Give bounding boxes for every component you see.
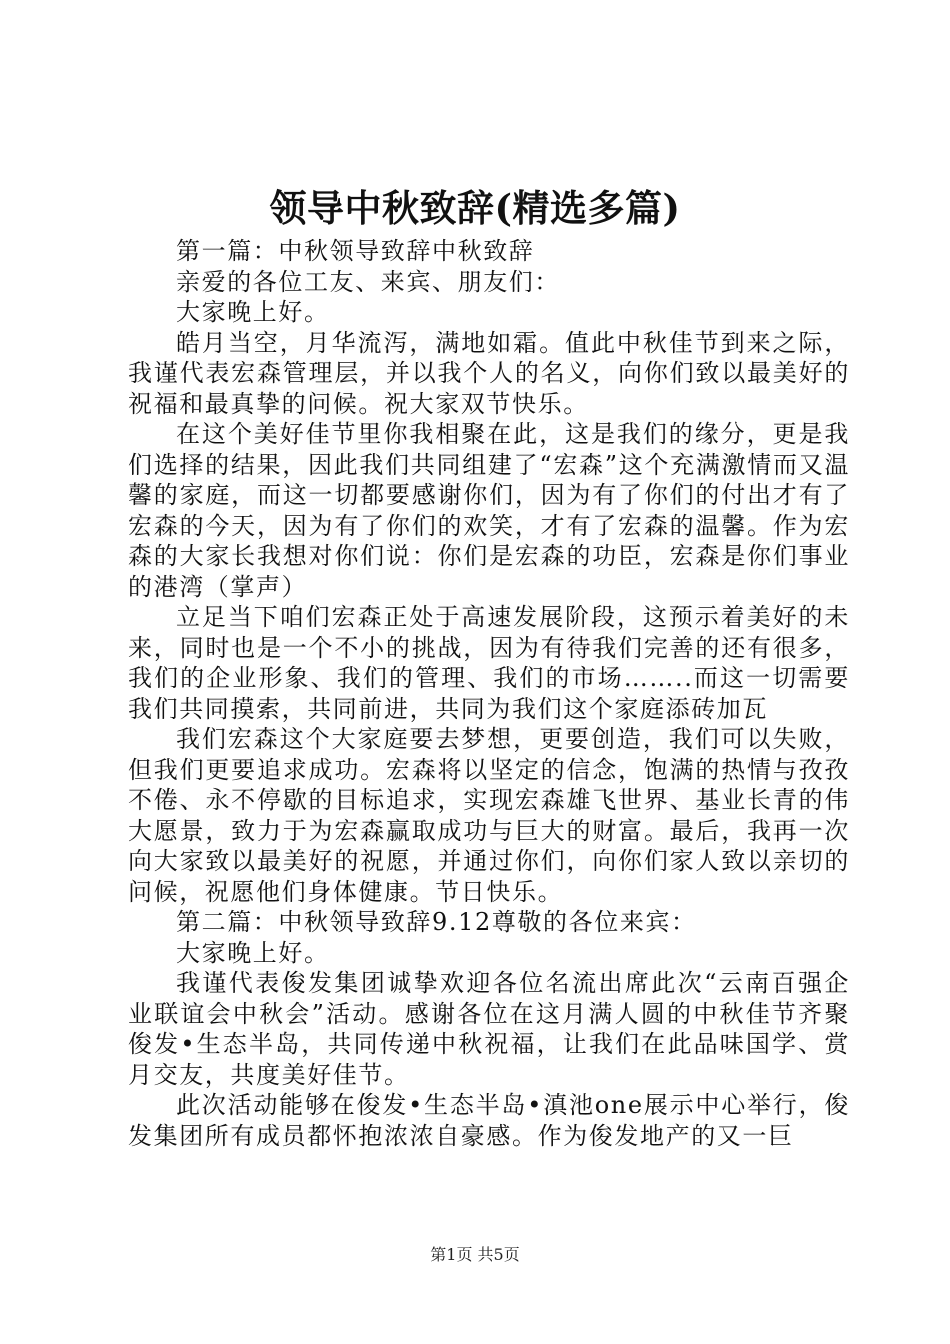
paragraph: 第二篇：中秋领导致辞9.12尊敬的各位来宾：	[176, 908, 697, 936]
paragraph: 此次活动能够在俊发•生态半岛•滇池one展示中心举行，俊发集团所有成员都怀抱浓浓自豪感。作为俊发地产的又一巨	[128, 1091, 850, 1150]
paragraph: 第一篇：中秋领导致辞中秋致辞	[176, 237, 535, 265]
paragraph: 皓月当空，月华流泻，满地如霜。值此中秋佳节到来之际，我谨代表宏森管理层，并以我个人的名义，向你们致以最美好的祝福和最真挚的问候。祝大家双节快乐。	[128, 328, 850, 418]
paragraph: 立足当下咱们宏森正处于高速发展阶段，这预示着美好的未来，同时也是一个不小的挑战，因为有待我们完善的还有很多，我们的企业形象、我们的管理、我们的市场……..而这一切需要我们共同摸索，共同前进，共同为我们这个家庭添砖加瓦	[128, 603, 850, 723]
page-number-footer: 第1页 共5页	[430, 1245, 520, 1264]
paragraph: 在这个美好佳节里你我相聚在此，这是我们的缘分，更是我们选择的结果，因此我们共同组建了“宏森”这个充满激情而又温馨的家庭，而这一切都要感谢你们，因为有了你们的付出才有了宏森的今天，因为有了你们的欢笑，才有了宏森的温馨。作为宏森的大家长我想对你们说：你们是宏森的功臣，宏森是你们事业的港湾（掌声）	[128, 420, 850, 601]
paragraph: 大家晚上好。	[176, 938, 330, 967]
document-title: 领导中秋致辞(精选多篇)	[269, 186, 681, 230]
document-body	[128, 236, 850, 1151]
paragraph: 大家晚上好。	[176, 298, 330, 326]
paragraph: 我谨代表俊发集团诚挚欢迎各位名流出席此次“云南百强企业联谊会中秋会”活动。感谢各位在这月满人圆的中秋佳节齐聚俊发•生态半岛，共同传递中秋祝福，让我们在此品味国学、赏月交友，共度美好佳节。	[128, 969, 850, 1089]
paragraph: 亲爱的各位工友、来宾、朋友们：	[176, 267, 560, 296]
paragraph: 我们宏森这个大家庭要去梦想，更要创造，我们可以失败，但我们更要追求成功。宏森将以坚定的信念，饱满的热情与孜孜不倦、永不停歇的目标追求，实现宏森雄飞世界、基业长青的伟大愿景，致力于为宏森赢取成功与巨大的财富。最后，我再一次向大家致以最美好的祝愿，并通过你们，向你们家人致以亲切的问候，祝愿他们身体健康。节日快乐。	[128, 725, 850, 906]
